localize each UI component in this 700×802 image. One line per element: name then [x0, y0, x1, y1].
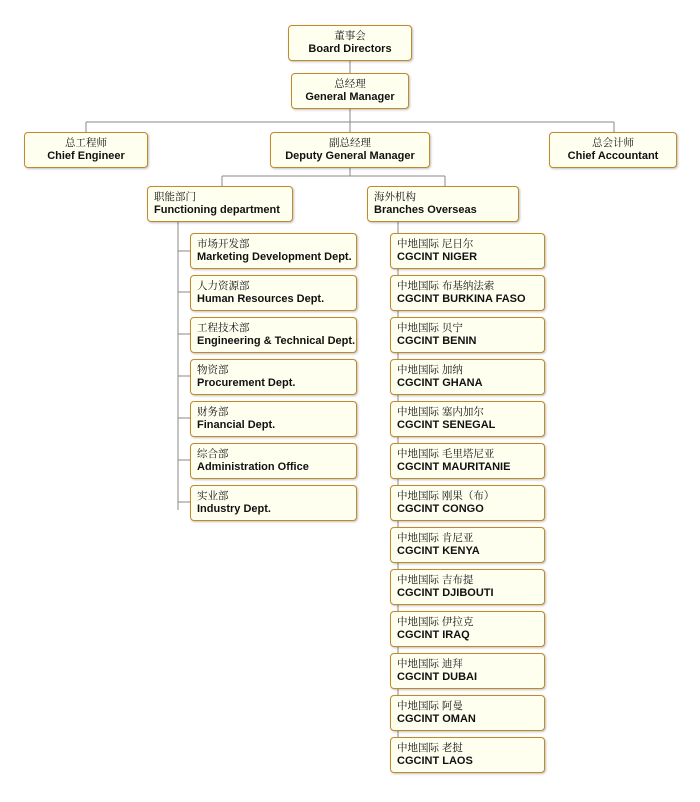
node-label-en: CGCINT GHANA	[397, 377, 483, 390]
node-label-cn: 中地国际 老挝	[397, 742, 463, 754]
node-label-cn: 实业部	[197, 490, 229, 502]
node-label-en: CGCINT DJIBOUTI	[397, 587, 494, 600]
node-label-cn: 中地国际 毛里塔尼亚	[397, 448, 495, 460]
node-label-cn: 中地国际 刚果（布）	[397, 490, 495, 502]
node-label-cn: 综合部	[197, 448, 229, 460]
node-branch[interactable]	[390, 569, 545, 605]
node-functioning-department[interactable]	[147, 186, 293, 222]
node-label-cn: 职能部门	[154, 191, 196, 203]
node-label-cn: 海外机构	[374, 191, 416, 203]
node-label-en: Functioning department	[154, 204, 280, 217]
node-label-cn: 中地国际 吉布提	[397, 574, 474, 586]
node-label-en: General Manager	[305, 91, 395, 104]
node-department[interactable]	[190, 443, 357, 479]
node-department[interactable]	[190, 275, 357, 311]
node-label-cn: 人力资源部	[197, 280, 250, 292]
node-label-cn: 中地国际 尼日尔	[397, 238, 474, 250]
node-label-en: Procurement Dept.	[197, 377, 296, 390]
node-label-en: CGCINT NIGER	[397, 251, 478, 264]
node-label-en: CGCINT DUBAI	[397, 671, 478, 684]
node-label-cn: 中地国际 肯尼亚	[397, 532, 474, 544]
node-branch[interactable]	[390, 317, 545, 353]
node-branch[interactable]	[390, 737, 545, 773]
node-label-en: CGCINT BENIN	[397, 335, 477, 348]
node-label-en: Deputy General Manager	[285, 150, 415, 163]
node-label-en: Engineering & Technical Dept.	[197, 335, 356, 348]
node-label-cn: 中地国际 加纳	[397, 364, 463, 376]
node-branch[interactable]	[390, 359, 545, 395]
node-label-en: CGCINT CONGO	[397, 503, 484, 516]
node-label-en: CGCINT OMAN	[397, 713, 476, 726]
node-label-cn: 总会计师	[592, 137, 634, 149]
node-label-cn: 中地国际 迪拜	[397, 658, 463, 670]
node-label-en: CGCINT LAOS	[397, 755, 473, 768]
node-label-en: Chief Engineer	[47, 150, 125, 163]
node-label-en: Financial Dept.	[197, 419, 276, 432]
node-deputy-general-manager[interactable]	[270, 132, 430, 168]
node-label-cn: 市场开发部	[197, 238, 250, 250]
node-label-cn: 工程技术部	[197, 322, 250, 334]
node-branch[interactable]	[390, 275, 545, 311]
node-label-en: CGCINT BURKINA FASO	[397, 293, 526, 306]
node-department[interactable]	[190, 485, 357, 521]
node-label-en: CGCINT KENYA	[397, 545, 480, 558]
node-label-cn: 中地国际 贝宁	[397, 322, 463, 334]
node-chief-accountant[interactable]	[549, 132, 677, 168]
node-chief-engineer[interactable]	[24, 132, 148, 168]
node-label-en: Branches Overseas	[374, 204, 477, 217]
node-branch[interactable]	[390, 485, 545, 521]
node-label-cn: 中地国际 塞内加尔	[397, 406, 484, 418]
node-label-cn: 中地国际 阿曼	[397, 700, 463, 712]
node-label-en: Marketing Development Dept.	[197, 251, 352, 264]
node-label-cn: 董事会	[334, 30, 366, 42]
node-label-cn: 总工程师	[65, 137, 107, 149]
node-branch[interactable]	[390, 695, 545, 731]
node-branch[interactable]	[390, 401, 545, 437]
node-label-en: Chief Accountant	[567, 150, 659, 163]
node-label-en: Administration Office	[197, 461, 309, 474]
node-department[interactable]	[190, 233, 357, 269]
node-label-cn: 中地国际 布基纳法索	[397, 280, 495, 292]
node-label-cn: 总经理	[334, 78, 366, 90]
node-branch[interactable]	[390, 443, 545, 479]
node-label-en: CGCINT IRAQ	[397, 629, 470, 642]
node-board-directors[interactable]	[288, 25, 412, 61]
node-label-cn: 财务部	[197, 406, 229, 418]
node-label-cn: 副总经理	[329, 137, 371, 149]
node-label-cn: 物资部	[197, 364, 229, 376]
node-label-en: Board Directors	[308, 43, 392, 56]
node-label-en: Human Resources Dept.	[197, 293, 325, 306]
node-label-en: Industry Dept.	[197, 503, 271, 516]
node-label-cn: 中地国际 伊拉克	[397, 616, 474, 628]
node-branch[interactable]	[390, 611, 545, 647]
node-branches-overseas[interactable]	[367, 186, 519, 222]
node-branch[interactable]	[390, 233, 545, 269]
node-department[interactable]	[190, 401, 357, 437]
node-department[interactable]	[190, 359, 357, 395]
node-branch[interactable]	[390, 653, 545, 689]
node-department[interactable]	[190, 317, 357, 353]
node-branch[interactable]	[390, 527, 545, 563]
node-label-en: CGCINT SENEGAL	[397, 419, 496, 432]
node-general-manager[interactable]	[291, 73, 409, 109]
node-label-en: CGCINT MAURITANIE	[397, 461, 511, 474]
